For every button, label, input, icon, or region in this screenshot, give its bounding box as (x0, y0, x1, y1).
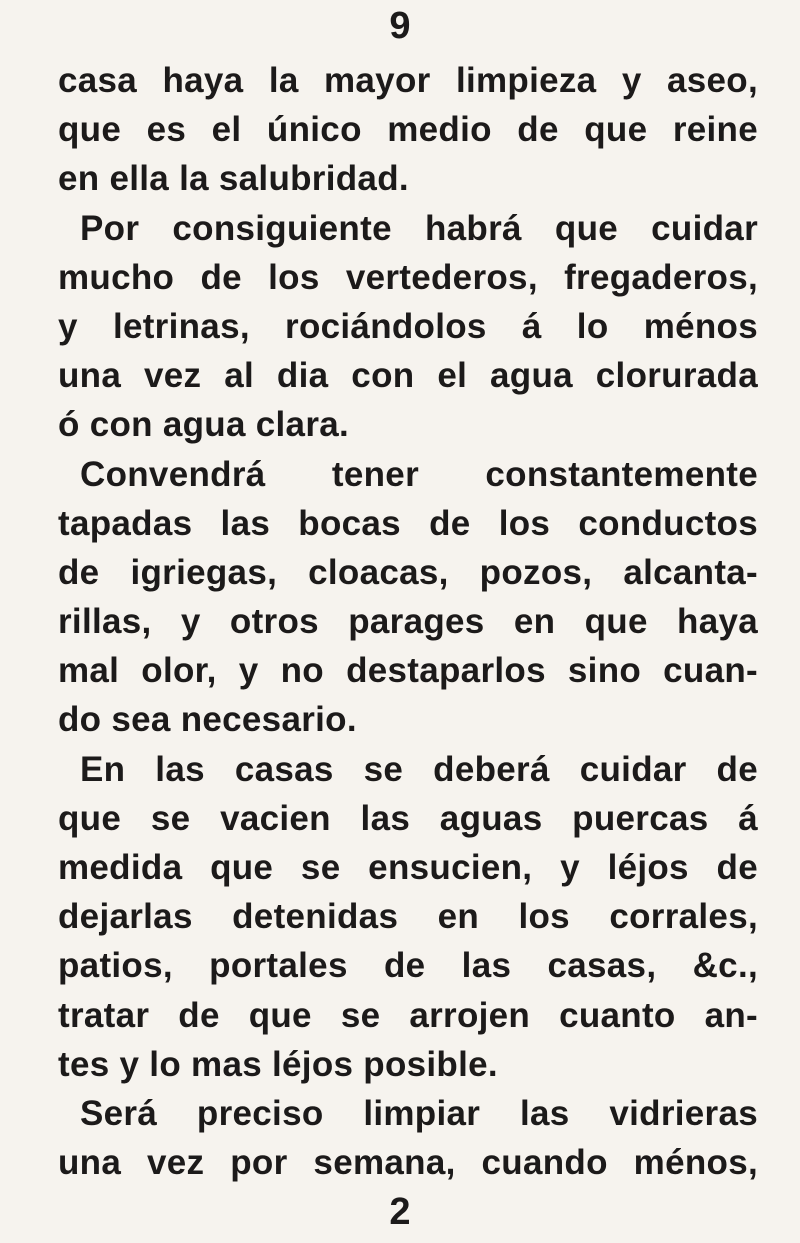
text-line: y letrinas, rociándolos á lo ménos (58, 306, 758, 346)
text-line: Por consiguiente habrá que cuidar (80, 208, 758, 248)
text-line: mal olor, y no destaparlos sino cuan- (58, 651, 758, 691)
text-line: una vez al dia con el agua clorurada (58, 356, 758, 396)
text-line: en ella la salubridad. (58, 159, 409, 199)
text-line: do sea necesario. (58, 700, 357, 740)
text-line: que es el único medio de que reine (58, 110, 758, 150)
text-line: mucho de los vertederos, fregaderos, (58, 257, 758, 297)
text-line: casa haya la mayor limpieza y aseo, (58, 61, 758, 100)
text-line: En las casas se deberá cuidar de (80, 749, 758, 789)
text-line: dejarlas detenidas en los corrales, (58, 897, 758, 937)
text-line: tes y lo mas léjos posible. (58, 1044, 498, 1084)
page-number: 9 (389, 5, 411, 47)
text-line: Será preciso limpiar las vidrieras (80, 1093, 758, 1133)
body-text (58, 56, 758, 1187)
text-line: tratar de que se arrojen cuanto an- (58, 995, 758, 1035)
text-line: patios, portales de las casas, &c., (58, 946, 758, 986)
text-line: Convendrá tener constantemente (80, 454, 758, 494)
text-line: una vez por semana, cuando ménos, (58, 1143, 758, 1183)
text-line: que se vacien las aguas puercas á (58, 798, 758, 838)
text-line: medida que se ensucien, y léjos de (58, 848, 758, 887)
text-line: rillas, y otros parages en que haya (58, 602, 758, 642)
signature-mark: 2 (389, 1191, 411, 1233)
text-line: de igriegas, cloacas, pozos, alcanta- (58, 552, 758, 592)
text-line: tapadas las bocas de los conductos (58, 503, 758, 543)
text-line: ó con agua clara. (58, 405, 350, 445)
